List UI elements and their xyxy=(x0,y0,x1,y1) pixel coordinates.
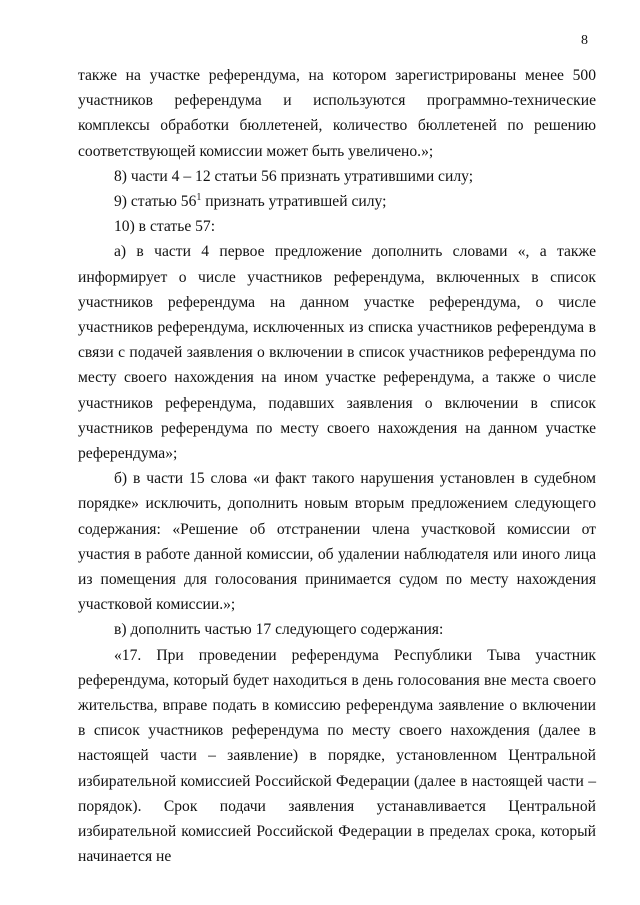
paragraph-item-10: 10) в статье 57: xyxy=(114,218,216,236)
page-number: 8 xyxy=(581,33,588,48)
paragraph-subitem-b: б) в части 15 слова «и факт такого нарушения установлен в судебном порядке» исключить, дополнить новым вторым предложением следующего содержания: «Решение об отстранении члена участковой комиссии от участия в работе данной комиссии, об удалении наблюдателя или иного лица из помещения для голосования принимается судом по месту нахождения участковой комиссии.»; xyxy=(78,470,596,614)
item-9-text-end: признать утратившей силу; xyxy=(201,193,387,211)
paragraph-subitem-v: в) дополнить частью 17 следующего содержания: xyxy=(114,621,444,639)
paragraph-continuation: также на участке референдума, на котором зарегистрированы менее 500 участников референдума и используются программно-технические комплексы обработки бюллетеней, количество бюллетеней по решению соответствующей комиссии может быть увеличено.»; xyxy=(78,67,596,160)
paragraph-item-9 xyxy=(78,189,596,214)
article-superscript: 1 xyxy=(196,192,202,204)
paragraph-part-17: «17. При проведении референдума Республики Тыва участник референдума, который будет находиться в день голосования вне места своего жительства, вправе подать в комиссию референдума заявление о включении в список участников референдума по месту своего нахождения (далее в настоящей части – заявление) в порядке, установленном Центральной избирательной комиссией Российской Федерации (далее в настоящей части – порядок). Срок подачи заявления устанавливается Центральной избирательной комиссией Российской Федерации в пределах срока, который начинается не xyxy=(78,646,596,866)
paragraph-item-8: 8) части 4 – 12 статьи 56 признать утратившими силу; xyxy=(114,167,474,185)
document-body xyxy=(78,63,596,870)
paragraph-subitem-a: а) в части 4 первое предложение дополнить словами «, а также информирует о числе участников референдума, включенных в список участников референдума на данном участке референдума, о числе участников референдума, исключенных из списка участников референдума в связи с подачей заявления о включении в список участников референдума по месту своего нахождения на ином участке референдума, а также о числе участников референдума, подавших заявления о включении в список участников референдума по месту своего нахождения на данном участке референдума»; xyxy=(78,243,596,463)
item-9-text: 9) статью 56 xyxy=(114,193,197,211)
